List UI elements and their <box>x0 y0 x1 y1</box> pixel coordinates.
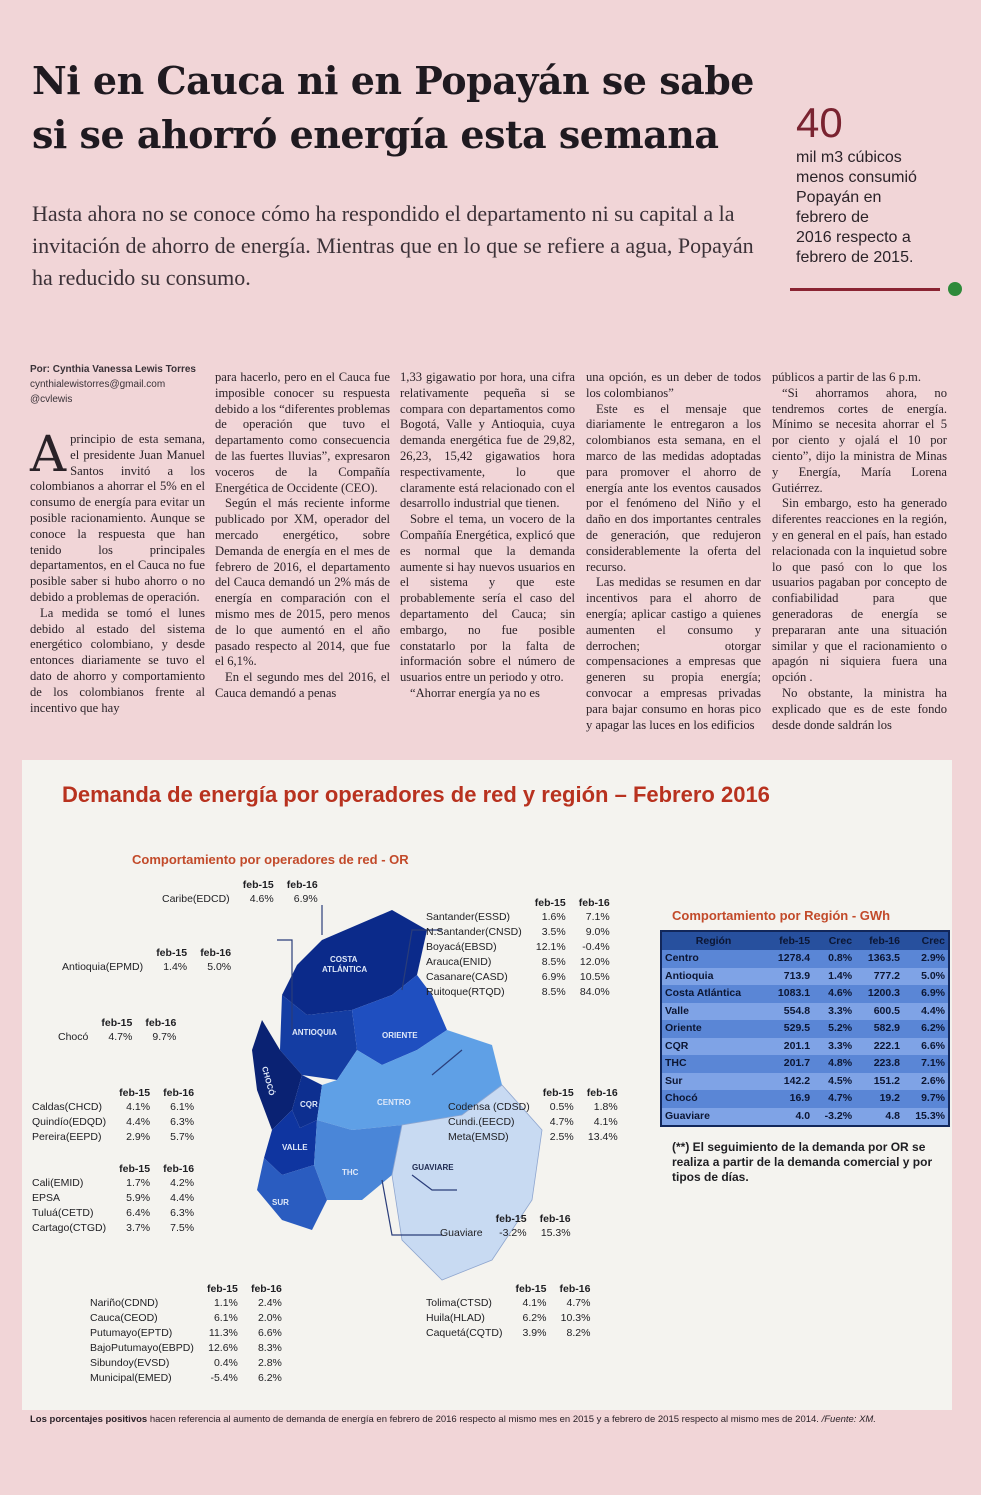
col-header-feb15: feb-15 <box>495 1213 527 1225</box>
paragraph: Este es el mensaje que diariamente le entregaron a los colombianos esta semana, en el marco de las medidas adoptadas para promover el ahorro de energía ante los eventos causados por el fenómeno del Niño y el daño en dos importantes centrales de generación, que redujeron considerablemente la oferta del recurso. <box>586 401 761 574</box>
or-feb15: -3.2% <box>499 1227 527 1239</box>
or-feb16: 13.4% <box>587 1131 618 1143</box>
region-cell: 19.2 <box>855 1090 903 1108</box>
region-cell: Sur <box>662 1073 765 1091</box>
energy-demand-infographic <box>22 760 952 1410</box>
or-row <box>32 1191 198 1206</box>
map-label-antioquia: ANTIOQUIA <box>292 1028 337 1037</box>
region-cell: 9.7% <box>903 1090 948 1108</box>
or-row <box>32 1221 198 1236</box>
region-col-header: feb-15 <box>765 932 813 950</box>
col-header-feb15: feb-15 <box>119 1087 151 1099</box>
or-name: Antioquia(EPMD) <box>62 961 144 973</box>
or-group-oriente <box>426 896 614 1000</box>
region-cell: 713.9 <box>765 968 813 986</box>
or-name: Putumayo(EPTD) <box>90 1327 173 1339</box>
or-name: Meta(EMSD) <box>448 1131 509 1143</box>
or-name: Caribe(EDCD) <box>162 893 230 905</box>
or-row <box>90 1311 286 1326</box>
or-row <box>448 1115 622 1130</box>
byline <box>30 362 210 407</box>
region-cell: THC <box>662 1055 765 1073</box>
or-name: Cali(EMID) <box>32 1177 84 1189</box>
or-feb16: 7.5% <box>170 1222 195 1234</box>
or-feb15: 3.9% <box>522 1327 547 1339</box>
or-name: Tolima(CTSD) <box>426 1297 492 1309</box>
or-feb16: 4.1% <box>593 1116 618 1128</box>
or-feb16: 6.6% <box>257 1327 282 1339</box>
region-cell: 600.5 <box>855 1003 903 1021</box>
or-group-caribe <box>162 878 322 907</box>
map-label-choco: CHOCÓ <box>259 1065 277 1097</box>
region-cell: 554.8 <box>765 1003 813 1021</box>
or-feb16: -0.4% <box>582 941 610 953</box>
or-group-guaviare <box>440 1212 575 1241</box>
or-feb16: 6.3% <box>170 1207 195 1219</box>
region-cell: 4.8 <box>855 1108 903 1126</box>
region-row <box>662 1108 948 1126</box>
region-cell: 222.1 <box>855 1038 903 1056</box>
region-row <box>662 985 948 1003</box>
region-note: (**) El seguimiento de la demanda por OR se realiza a partir de la demanda comercial y por tipos de días. <box>672 1140 933 1184</box>
or-feb15: 2.9% <box>126 1131 151 1143</box>
or-row <box>90 1356 286 1371</box>
region-col-header: Crec <box>813 932 855 950</box>
footer-note <box>30 1414 960 1425</box>
col-header-feb16: feb-16 <box>250 1283 282 1295</box>
or-name: Cartago(CTGD) <box>32 1222 107 1234</box>
article-column-5 <box>772 370 947 733</box>
or-feb16: 4.7% <box>566 1297 591 1309</box>
region-cell: 1083.1 <box>765 985 813 1003</box>
byline-handle: @cvlewis <box>30 394 73 405</box>
or-group-antioquia <box>62 946 235 975</box>
or-row <box>32 1100 198 1115</box>
col-header-feb16: feb-16 <box>559 1283 591 1295</box>
or-feb16: 9.0% <box>585 926 610 938</box>
region-row <box>662 1090 948 1108</box>
article-column-3 <box>400 370 575 702</box>
or-row <box>448 1130 622 1145</box>
or-feb16: 8.3% <box>257 1342 282 1354</box>
or-feb15: 8.5% <box>541 986 566 998</box>
or-subtitle: Comportamiento por operadores de red - OR <box>132 852 409 867</box>
region-col-header: Crec <box>903 932 948 950</box>
or-feb16: 5.0% <box>207 961 232 973</box>
region-cell: 201.7 <box>765 1055 813 1073</box>
col-header-feb16: feb-16 <box>578 897 610 909</box>
col-header-feb16: feb-16 <box>145 1017 177 1029</box>
region-cell: 582.9 <box>855 1020 903 1038</box>
or-feb15: 1.6% <box>541 911 566 923</box>
col-header-feb16: feb-16 <box>286 879 318 891</box>
col-header-feb15: feb-15 <box>534 897 566 909</box>
region-cell: 4.6% <box>813 985 855 1003</box>
or-row <box>32 1206 198 1221</box>
or-name: Pereira(EEPD) <box>32 1131 102 1143</box>
or-feb16: 2.8% <box>257 1357 282 1369</box>
drop-cap: A <box>30 425 67 483</box>
or-group-thc <box>426 1282 594 1341</box>
region-cell: CQR <box>662 1038 765 1056</box>
or-feb16: 6.2% <box>257 1372 282 1384</box>
region-cell: 142.2 <box>765 1073 813 1091</box>
headline <box>32 54 792 162</box>
region-cell: 6.2% <box>903 1020 948 1038</box>
or-feb15: 12.1% <box>535 941 566 953</box>
or-name: Codensa (CDSD) <box>448 1101 530 1113</box>
region-cell: 16.9 <box>765 1090 813 1108</box>
map-region-thc <box>314 1120 402 1200</box>
map-label-thc: THC <box>342 1168 359 1177</box>
or-feb15: 5.9% <box>126 1192 151 1204</box>
fact-box <box>790 100 970 268</box>
paragraph: una opción, es un deber de todos los colombianos” <box>586 370 761 400</box>
region-cell: 201.1 <box>765 1038 813 1056</box>
or-row <box>90 1371 286 1386</box>
or-row <box>426 1296 594 1311</box>
region-cell: 6.9% <box>903 985 948 1003</box>
or-name: Guaviare <box>440 1227 483 1239</box>
or-feb16: 6.1% <box>170 1101 195 1113</box>
or-name: Sibundoy(EVSD) <box>90 1357 170 1369</box>
byline-email: cynthialewistorres@gmail.com <box>30 379 166 390</box>
region-col-header: feb-16 <box>855 932 903 950</box>
or-feb15: 2.5% <box>549 1131 574 1143</box>
region-cell: Guaviare <box>662 1108 765 1126</box>
or-feb15: 4.1% <box>126 1101 151 1113</box>
col-header-feb15: feb-15 <box>156 947 188 959</box>
or-row <box>426 955 614 970</box>
byline-author: Por: Cynthia Vanessa Lewis Torres <box>30 364 196 375</box>
map-label-centro: CENTRO <box>377 1098 411 1107</box>
region-row <box>662 1003 948 1021</box>
or-feb15: 3.7% <box>126 1222 151 1234</box>
map-label-oriente: ORIENTE <box>382 1031 418 1040</box>
region-cell: 1278.4 <box>765 950 813 968</box>
fact-line: febrero de 2015. <box>796 249 914 266</box>
region-cell: Chocó <box>662 1090 765 1108</box>
or-name: Chocó <box>58 1031 89 1043</box>
or-feb15: 4.1% <box>522 1297 547 1309</box>
region-cell: 529.5 <box>765 1020 813 1038</box>
or-feb16: 7.1% <box>585 911 610 923</box>
region-cell: 151.2 <box>855 1073 903 1091</box>
or-feb15: 0.4% <box>213 1357 238 1369</box>
paragraph: Las medidas se resumen en dar incentivos para el ahorro de energía; aplicar castigo a quienes aumenten el consumo y derrochen; otorgar compensaciones a empresas que generen su propia energía; convocar a empresas privadas para bajar consumo en horas pico y apagar las luces en los edificios <box>586 575 761 732</box>
col-header-feb16: feb-16 <box>586 1087 618 1099</box>
region-subtitle: Comportamiento por Región - GWh <box>672 908 891 923</box>
region-cell: Oriente <box>662 1020 765 1038</box>
or-row <box>426 910 614 925</box>
col-header-feb15: feb-15 <box>242 879 274 891</box>
or-feb16: 4.2% <box>170 1177 195 1189</box>
region-cell: 3.3% <box>813 1038 855 1056</box>
or-feb16: 10.5% <box>579 971 610 983</box>
col-header-feb16: feb-16 <box>163 1163 195 1175</box>
map-label-sur: SUR <box>272 1198 289 1207</box>
or-row <box>32 1130 198 1145</box>
or-row <box>440 1226 575 1241</box>
map-label-atlantica: ATLÁNTICA <box>322 965 368 974</box>
or-row <box>90 1341 286 1356</box>
paragraph <box>30 425 205 606</box>
paragraph: “Ahorrar energía ya no es <box>410 685 540 700</box>
region-cell: Costa Atlántica <box>662 985 765 1003</box>
or-feb15: 6.2% <box>522 1312 547 1324</box>
paragraph: para hacerlo, pero en el Cauca fue imposible conocer su respuesta debido a los “diferentes problemas de operación que tuvo el departamento como consecuencia de las fuertes lluvias”, expresaron voceros de la Compañía Energética de Occidente (CEO). <box>215 370 390 495</box>
or-row <box>162 892 322 907</box>
region-cell: 5.2% <box>813 1020 855 1038</box>
or-feb16: 15.3% <box>540 1227 571 1239</box>
or-feb15: 4.7% <box>549 1116 574 1128</box>
or-row <box>90 1296 286 1311</box>
or-name: Ruitoque(RTQD) <box>426 986 505 998</box>
or-row <box>448 1100 622 1115</box>
article-column-1 <box>30 425 205 716</box>
region-col-header: Región <box>662 932 765 950</box>
or-name: BajoPutumayo(EBPD) <box>90 1342 194 1354</box>
or-row <box>32 1115 198 1130</box>
region-row <box>662 1038 948 1056</box>
or-row <box>58 1030 180 1045</box>
region-cell: 1200.3 <box>855 985 903 1003</box>
article-column-2 <box>215 370 390 702</box>
or-name: N.Santander(CNSD) <box>426 926 522 938</box>
region-cell: 0.8% <box>813 950 855 968</box>
or-feb15: 4.4% <box>126 1116 151 1128</box>
col-header-feb15: feb-15 <box>119 1163 151 1175</box>
or-name: Santander(ESSD) <box>426 911 511 923</box>
col-header-feb15: feb-15 <box>206 1283 238 1295</box>
or-group-cqr <box>32 1086 198 1145</box>
region-cell: Antioquia <box>662 968 765 986</box>
or-feb15: 6.1% <box>213 1312 238 1324</box>
region-cell: 2.9% <box>903 950 948 968</box>
or-name: Cauca(CEOD) <box>90 1312 158 1324</box>
or-feb16: 2.4% <box>257 1297 282 1309</box>
or-row <box>426 985 614 1000</box>
region-cell: 777.2 <box>855 968 903 986</box>
col-header-feb15: feb-15 <box>515 1283 547 1295</box>
region-cell: 5.0% <box>903 968 948 986</box>
fact-line: Popayán en <box>796 189 882 206</box>
infographic-title: Demanda de energía por operadores de red y región – Febrero 2016 <box>62 782 770 807</box>
or-feb15: 11.3% <box>208 1327 238 1339</box>
fact-line: mil m3 cúbicos <box>796 149 902 166</box>
region-cell: 1363.5 <box>855 950 903 968</box>
or-group-centro <box>448 1086 622 1145</box>
region-cell: 15.3% <box>903 1108 948 1126</box>
paragraph: No obstante, la ministra ha explicado que es de este fondo desde donde saldrán los <box>772 685 947 732</box>
map-label-guaviare: GUAVIARE <box>412 1163 454 1172</box>
footer-source: /Fuente: XM. <box>821 1414 876 1425</box>
region-table-header <box>662 932 948 950</box>
region-row <box>662 950 948 968</box>
fact-line: menos consumió <box>796 169 917 186</box>
region-cell: 3.3% <box>813 1003 855 1021</box>
or-feb16: 6.9% <box>293 893 318 905</box>
region-cell: 7.1% <box>903 1055 948 1073</box>
or-feb16: 1.8% <box>593 1101 618 1113</box>
paragraph: Sin embargo, esto ha generado diferentes reacciones en la región, y en general en el país, han estado relacionada con la inquietud sobre lo que pasó con lo que los usuarios pagaban por concepto de confiabilidad para que generadoras de energía se prepararan ante una situación similar y que el racionamiento o apagón ni siquiera fuera una opción . <box>772 496 947 685</box>
paragraph: públicos a partir de las 6 p.m. <box>772 370 921 384</box>
map-label-costa: COSTA <box>330 955 358 964</box>
fact-text <box>796 148 970 268</box>
or-feb15: 12.6% <box>208 1342 238 1354</box>
article-column-4 <box>586 370 761 733</box>
or-feb16: 5.7% <box>170 1131 195 1143</box>
fact-line: 2016 respecto a <box>796 229 911 246</box>
or-name: EPSA <box>32 1192 61 1204</box>
or-name: Cundi.(EECD) <box>448 1116 515 1128</box>
or-name: Casanare(CASD) <box>426 971 508 983</box>
fact-line: febrero de <box>796 209 869 226</box>
headline-line-2: si se ahorró energía esta semana <box>32 112 719 157</box>
or-name: Nariño(CDND) <box>90 1297 159 1309</box>
or-row <box>90 1326 286 1341</box>
or-name: Quindío(EDQD) <box>32 1116 107 1128</box>
or-row <box>426 925 614 940</box>
region-row <box>662 1020 948 1038</box>
or-feb16: 6.3% <box>170 1116 195 1128</box>
or-group-sur <box>90 1282 286 1386</box>
or-row <box>426 1326 594 1341</box>
map-label-valle: VALLE <box>282 1143 308 1152</box>
or-name: Caldas(CHCD) <box>32 1101 103 1113</box>
or-feb16: 12.0% <box>579 956 610 968</box>
region-row <box>662 1073 948 1091</box>
or-feb15: 8.5% <box>541 956 566 968</box>
or-feb16: 2.0% <box>257 1312 282 1324</box>
region-row <box>662 968 948 986</box>
col-header-feb15: feb-15 <box>101 1017 133 1029</box>
region-cell: Centro <box>662 950 765 968</box>
or-name: Huila(HLAD) <box>426 1312 485 1324</box>
col-header-feb15: feb-15 <box>542 1087 574 1099</box>
col-header-feb16: feb-16 <box>163 1087 195 1099</box>
or-name: Municipal(EMED) <box>90 1372 172 1384</box>
map-label-cqr: CQR <box>300 1100 318 1109</box>
paragraph: 1,33 gigawatio por hora, una cifra relativamente pequeña si se compara con departamentos como Bogotá, Valle y Antioquia, cuya demanda energética fue de 29,82, 26,23, 15,42 gigawatios hora respectivamente, lo que claramente está relacionado con el desarrollo industrial que tienen. <box>400 370 575 511</box>
region-cell: 4.4% <box>903 1003 948 1021</box>
or-row <box>426 970 614 985</box>
region-cell: -3.2% <box>813 1108 855 1126</box>
region-cell: 4.5% <box>813 1073 855 1091</box>
col-header-feb16: feb-16 <box>539 1213 571 1225</box>
or-feb16: 8.2% <box>566 1327 591 1339</box>
footer-text: hacen referencia al aumento de demanda de energía en febrero de 2016 respecto al mismo mes en 2015 y a febrero de 2015 respecto al mismo mes de 2014. <box>147 1414 822 1425</box>
or-feb15: 1.1% <box>213 1297 238 1309</box>
paragraph: La medida se tomó el lunes debido al estado del sistema energético colombiano, y desde entonces diariamente se tuvo el dato de ahorro y comportamiento de los colombianos frente al incentivo que hay <box>30 605 205 715</box>
region-cell: 2.6% <box>903 1073 948 1091</box>
region-cell: 4.8% <box>813 1055 855 1073</box>
paragraph: Sobre el tema, un vocero de la Compañía Energética, explicó que es normal que la demanda aumente si hay nuevos usuarios en el sistema y que este probablemente sería el caso del departamento del Cauca; sin embargo, no fue posible constatarlo por la falta de información sobre el número de usuarios entre un periodo y otro. <box>400 512 575 685</box>
or-feb15: 3.5% <box>541 926 566 938</box>
or-row <box>32 1176 198 1191</box>
or-feb15: 6.4% <box>126 1207 151 1219</box>
region-table <box>660 930 950 1127</box>
region-cell: 6.6% <box>903 1038 948 1056</box>
or-feb15: 0.5% <box>549 1101 574 1113</box>
paragraph: “Si ahorramos ahora, no tendremos cortes de energía. Mínimo se necesita ahorrar el 5 por ciento y ojalá el 10 por ciento”, dijo la ministra de Minas y Energía, María Lorena Gutiérrez. <box>772 385 947 495</box>
or-group-valle <box>32 1162 198 1236</box>
paragraph-text: principio de esta semana, el presidente Juan Manuel Santos invitó a los colombianos a ahorrar el 5% en el consumo de energía para evitar un posible racionamiento. Aunque se conoce la respuesta que han tenido los principales departamentos, en el Cauca no fue posible saber si hubo ahorro o no debido a problemas de operación. <box>30 432 205 604</box>
col-header-feb16: feb-16 <box>200 947 232 959</box>
fact-number: 40 <box>796 99 843 146</box>
or-name: Tuluá(CETD) <box>32 1207 94 1219</box>
or-row <box>426 1311 594 1326</box>
region-row <box>662 1055 948 1073</box>
or-feb15: 1.7% <box>126 1177 151 1189</box>
region-cell: Valle <box>662 1003 765 1021</box>
green-dot-icon <box>948 282 962 296</box>
paragraph: En el segundo mes del 2016, el Cauca demandó a penas <box>215 670 390 700</box>
or-row <box>426 940 614 955</box>
headline-line-1: Ni en Cauca ni en Popayán se sabe <box>32 58 754 103</box>
or-feb15: 4.7% <box>108 1031 133 1043</box>
or-name: Arauca(ENID) <box>426 956 492 968</box>
paragraph: Según el más reciente informe publicado por XM, operador del mercado energético, sobre Demanda de energía en el mes de febrero de 2016, el departamento del Cauca demandó un 2% más de energía en comparación con el mismo mes de 2015, pero menos de lo que aumentó en el año pasado respecto al 2014, que fue el 6,1%. <box>215 496 390 669</box>
or-feb15: -5.4% <box>210 1372 238 1384</box>
footer-bold: Los porcentajes positivos <box>30 1414 148 1425</box>
article-dek: Hasta ahora no se conoce cómo ha respondido el departamento ni su capital a la invitación de ahorro de energía. Mientras que en lo que se refiere a agua, Popayán ha reducido su consumo. <box>32 201 754 290</box>
or-feb16: 84.0% <box>579 986 610 998</box>
or-name: Boyacá(EBSD) <box>426 941 497 953</box>
region-cell: 4.7% <box>813 1090 855 1108</box>
or-feb15: 4.6% <box>249 893 274 905</box>
or-feb16: 9.7% <box>152 1031 177 1043</box>
region-cell: 223.8 <box>855 1055 903 1073</box>
or-row <box>62 960 235 975</box>
region-cell: 1.4% <box>813 968 855 986</box>
or-feb15: 1.4% <box>163 961 188 973</box>
or-feb15: 6.9% <box>541 971 566 983</box>
or-feb16: 10.3% <box>560 1312 591 1324</box>
or-feb16: 4.4% <box>170 1192 195 1204</box>
or-name: Caquetá(CQTD) <box>426 1327 503 1339</box>
fact-rule <box>790 288 940 291</box>
or-group-choco <box>58 1016 180 1045</box>
region-cell: 4.0 <box>765 1108 813 1126</box>
